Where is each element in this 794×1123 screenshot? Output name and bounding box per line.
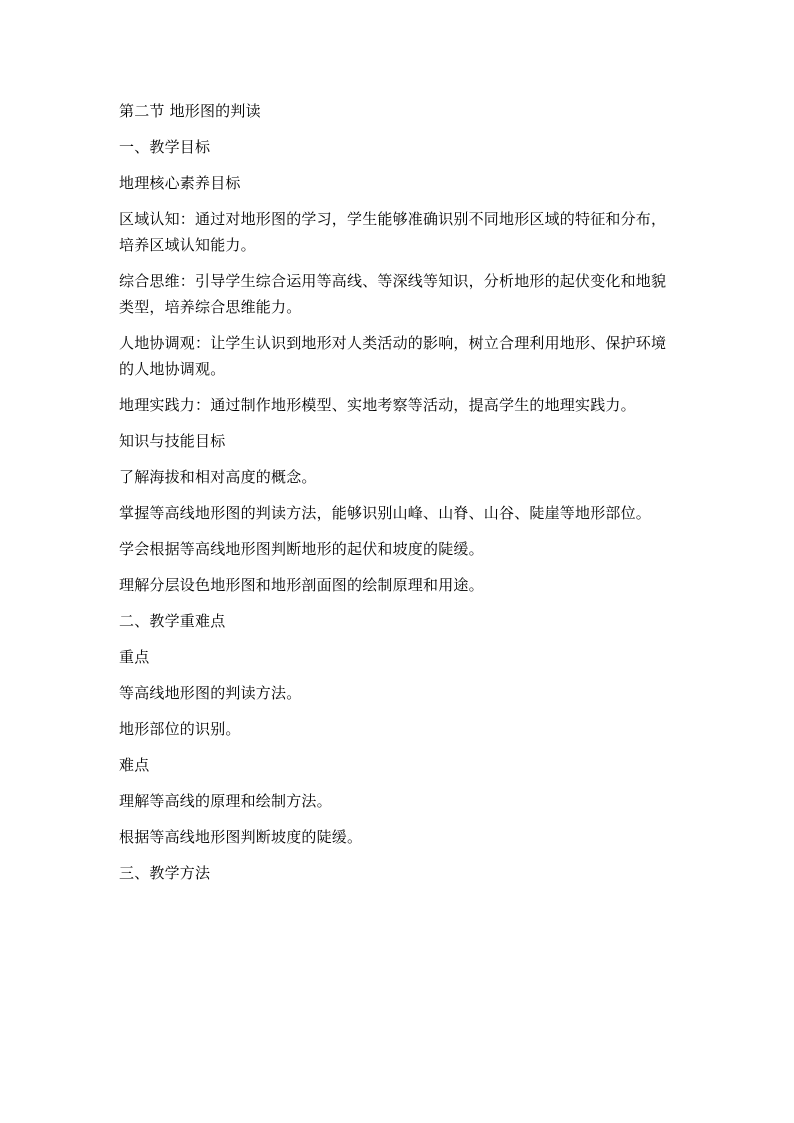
subheading-knowledge-skills: 知识与技能目标 xyxy=(119,432,226,450)
list-item: 等高线地形图的判读方法。 xyxy=(119,684,302,702)
list-item: 掌握等高线地形图的判读方法，能够识别山峰、山脊、山谷、陡崖等地形部位。 xyxy=(119,504,652,522)
list-item: 学会根据等高线地形图判断地形的起伏和坡度的陡缓。 xyxy=(119,540,484,558)
section-title: 第二节 地形图的判读 xyxy=(119,102,261,120)
list-item: 根据等高线地形图判断坡度的陡缓。 xyxy=(119,828,363,846)
list-item: 理解分层设色地形图和地形剖面图的绘制原理和用途。 xyxy=(119,576,484,594)
heading-key-difficult-points: 二、教学重难点 xyxy=(119,612,226,630)
paragraph-geographic-practice: 地理实践力：通过制作地形模型、实地考察等活动，提高学生的地理实践力。 xyxy=(119,396,636,414)
subheading-difficult-points: 难点 xyxy=(119,756,150,774)
paragraph-comprehensive-thinking: 综合思维：引导学生综合运用等高线、等深线等知识，分析地形的起伏变化和地貌类型，培养综合思维能力。 xyxy=(119,272,667,316)
heading-teaching-objectives: 一、教学目标 xyxy=(119,138,211,156)
subheading-key-points: 重点 xyxy=(119,648,150,666)
paragraph-regional-cognition: 区域认知：通过对地形图的学习，学生能够准确识别不同地形区域的特征和分布，培养区域认知能力。 xyxy=(119,210,667,254)
list-item: 地形部位的识别。 xyxy=(119,720,241,738)
list-item: 理解等高线的原理和绘制方法。 xyxy=(119,792,332,810)
heading-teaching-methods: 三、教学方法 xyxy=(119,864,211,882)
paragraph-human-land-coordination: 人地协调观：让学生认识到地形对人类活动的影响，树立合理利用地形、保护环境的人地协调观。 xyxy=(119,334,667,378)
list-item: 了解海拔和相对高度的概念。 xyxy=(119,468,317,486)
subheading-core-literacy: 地理核心素养目标 xyxy=(119,174,241,192)
document-body xyxy=(119,98,679,896)
